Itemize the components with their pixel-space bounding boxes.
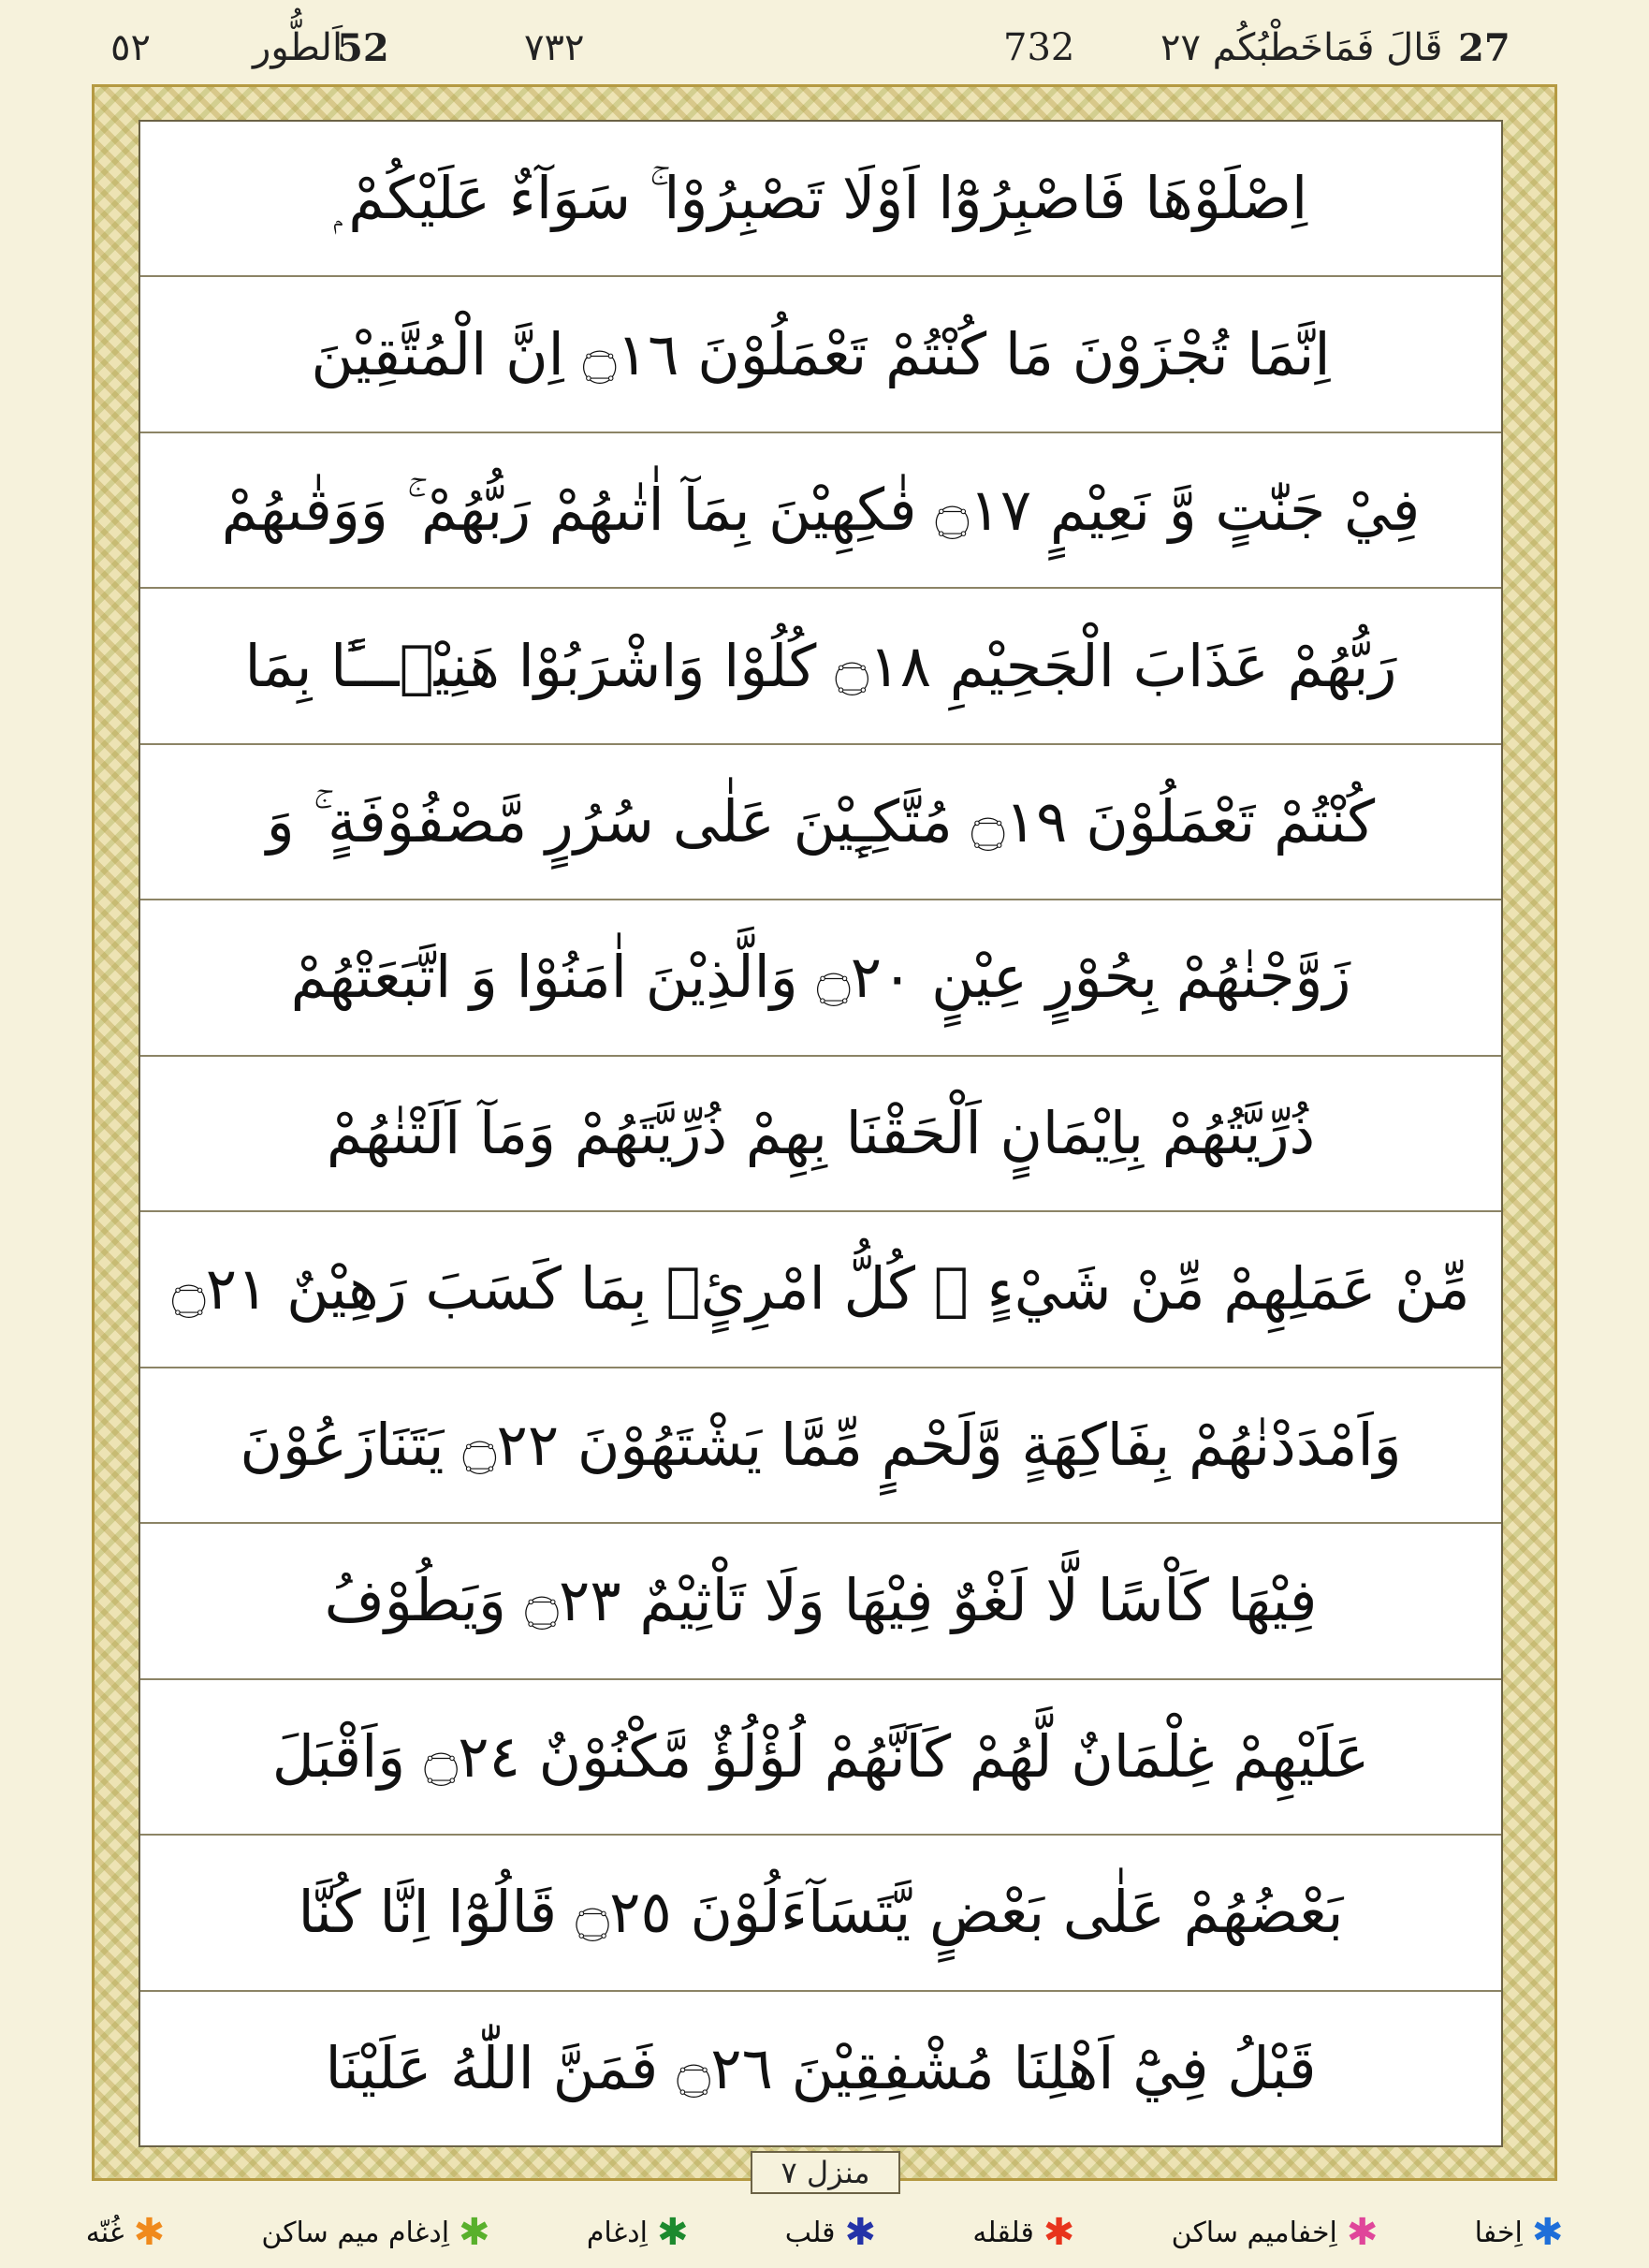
legend-item-idgham-meem	[261, 2211, 490, 2254]
text-line	[140, 1992, 1501, 2145]
page-number-arabic: ٧٣٢	[524, 26, 585, 69]
legend-item-ikhfa-meem	[1171, 2211, 1379, 2254]
text-line	[140, 122, 1501, 277]
star-icon: ✱	[1531, 2211, 1564, 2254]
legend-item-ikhfa	[1474, 2211, 1564, 2254]
text-line	[140, 433, 1501, 589]
text-line	[140, 1524, 1501, 1679]
juz-number: 27	[1458, 26, 1510, 70]
text-line	[140, 1680, 1501, 1836]
line-text: اِنَّمَا تُجْزَوْنَ مَا كُنْتُمْ تَعْمَلُوْنَ ۝١٦ اِنَّ الْمُتَّقِيْنَ	[311, 319, 1331, 388]
star-icon: ✱	[459, 2211, 490, 2254]
juz-name: قَالَ فَمَاخَطْبُكُم ٢٧	[1160, 26, 1443, 69]
line-text: ذُرِّيَّتُهُمْ بِاِيْمَانٍ اَلْحَقْنَا بِهِمْ ذُرِّيَّتَهُمْ وَمَآ اَلَتْنٰهُمْ	[326, 1098, 1316, 1167]
text-line	[140, 1836, 1501, 1991]
legend-label: قلب	[784, 2216, 836, 2249]
quran-text-area	[139, 120, 1503, 2147]
page-number: 732	[1003, 26, 1075, 69]
legend-label: قلقله	[972, 2216, 1034, 2249]
legend-item-qalb	[784, 2211, 877, 2254]
legend-item-qalqala	[972, 2211, 1075, 2254]
line-text: وَاَمْدَدْنٰهُمْ بِفَاكِهَةٍ وَّلَحْمٍ مِّمَّا يَشْتَهُوْنَ ۝٢٢ يَتَنَازَعُوْنَ	[240, 1410, 1402, 1479]
surah-number: 52	[337, 26, 389, 70]
legend-label: اِدغام	[586, 2216, 648, 2249]
legend-label: غُنّه	[85, 2216, 124, 2249]
star-icon: ✱	[1346, 2211, 1379, 2254]
legend-label: اِخفا	[1474, 2216, 1523, 2249]
legend-item-idgham	[586, 2211, 689, 2254]
line-text: فِيْهَا كَاْسًا لَّا لَغْوٌ فِيْهَا وَلَا تَاْثِيْمٌ ۝٢٣ وَيَطُوْفُ	[324, 1566, 1318, 1635]
text-line	[140, 1212, 1501, 1368]
legend-label: اِدغام ميم ساكن	[261, 2216, 450, 2249]
line-text: مِّنْ عَمَلِهِمْ مِّنْ شَيْءٍ ۭ كُلُّ امْرِئٍۢ بِمَا كَسَبَ رَهِيْنٌ ۝٢١	[171, 1254, 1470, 1324]
text-line	[140, 1368, 1501, 1524]
surah-name: اَلطُّور	[253, 26, 343, 69]
star-icon: ✱	[1043, 2211, 1075, 2254]
page-header	[0, 0, 1649, 86]
manzil-label: منزل ٧	[751, 2151, 900, 2194]
line-text: عَلَيْهِمْ غِلْمَانٌ لَّهُمْ كَاَنَّهُمْ لُؤْلُؤٌ مَّكْنُوْنٌ ۝٢٤ وَاَقْبَلَ	[271, 1721, 1370, 1791]
line-text: زَوَّجْنٰهُمْ بِحُوْرٍ عِيْنٍ ۝٢٠ وَالَّذِيْنَ اٰمَنُوْا وَ اتَّبَعَتْهُمْ	[290, 943, 1351, 1012]
line-text: كُنْتُمْ تَعْمَلُوْنَ ۝١٩ مُتَّكِـِٕيْنَ عَلٰى سُرُرٍ مَّصْفُوْفَةٍ ۚ وَ	[266, 787, 1376, 856]
legend-item-ghunna	[85, 2211, 166, 2254]
star-icon: ✱	[844, 2211, 877, 2254]
tajweed-legend	[0, 2204, 1649, 2261]
text-line	[140, 277, 1501, 432]
line-text: رَبُّهُمْ عَذَابَ الْجَحِيْمِ ۝١٨ كُلُوْا وَاشْرَبُوْا هَنِيْۗـــًٔا بِمَا	[244, 631, 1397, 700]
text-line	[140, 589, 1501, 744]
line-text: فِيْ جَنّٰتٍ وَّ نَعِيْمٍ ۝١٧ فٰكِهِيْنَ بِمَآ اٰتٰىهُمْ رَبُّهُمْ ۚ وَوَقٰىهُمْ	[221, 476, 1421, 545]
star-icon: ✱	[656, 2211, 689, 2254]
text-line	[140, 1057, 1501, 1212]
text-line	[140, 900, 1501, 1056]
text-line	[140, 745, 1501, 900]
surah-number-arabic: ٥٢	[110, 26, 151, 69]
line-text: قَبْلُ فِيْٓ اَهْلِنَا مُشْفِقِيْنَ ۝٢٦ فَمَنَّ اللّٰهُ عَلَيْنَا	[325, 2033, 1317, 2102]
line-text: اِصْلَوْهَا فَاصْبِرُوْٓا اَوْلَا تَصْبِرُوْا ۚ سَوَآءٌ عَلَيْكُمْ ۭ	[333, 164, 1308, 233]
legend-label: اِخفاميم ساكن	[1171, 2216, 1337, 2249]
line-text: بَعْضُهُمْ عَلٰى بَعْضٍ يَّتَسَآءَلُوْنَ ۝٢٥ قَالُوْٓا اِنَّا كُنَّا	[298, 1878, 1344, 1947]
star-icon: ✱	[133, 2211, 166, 2254]
